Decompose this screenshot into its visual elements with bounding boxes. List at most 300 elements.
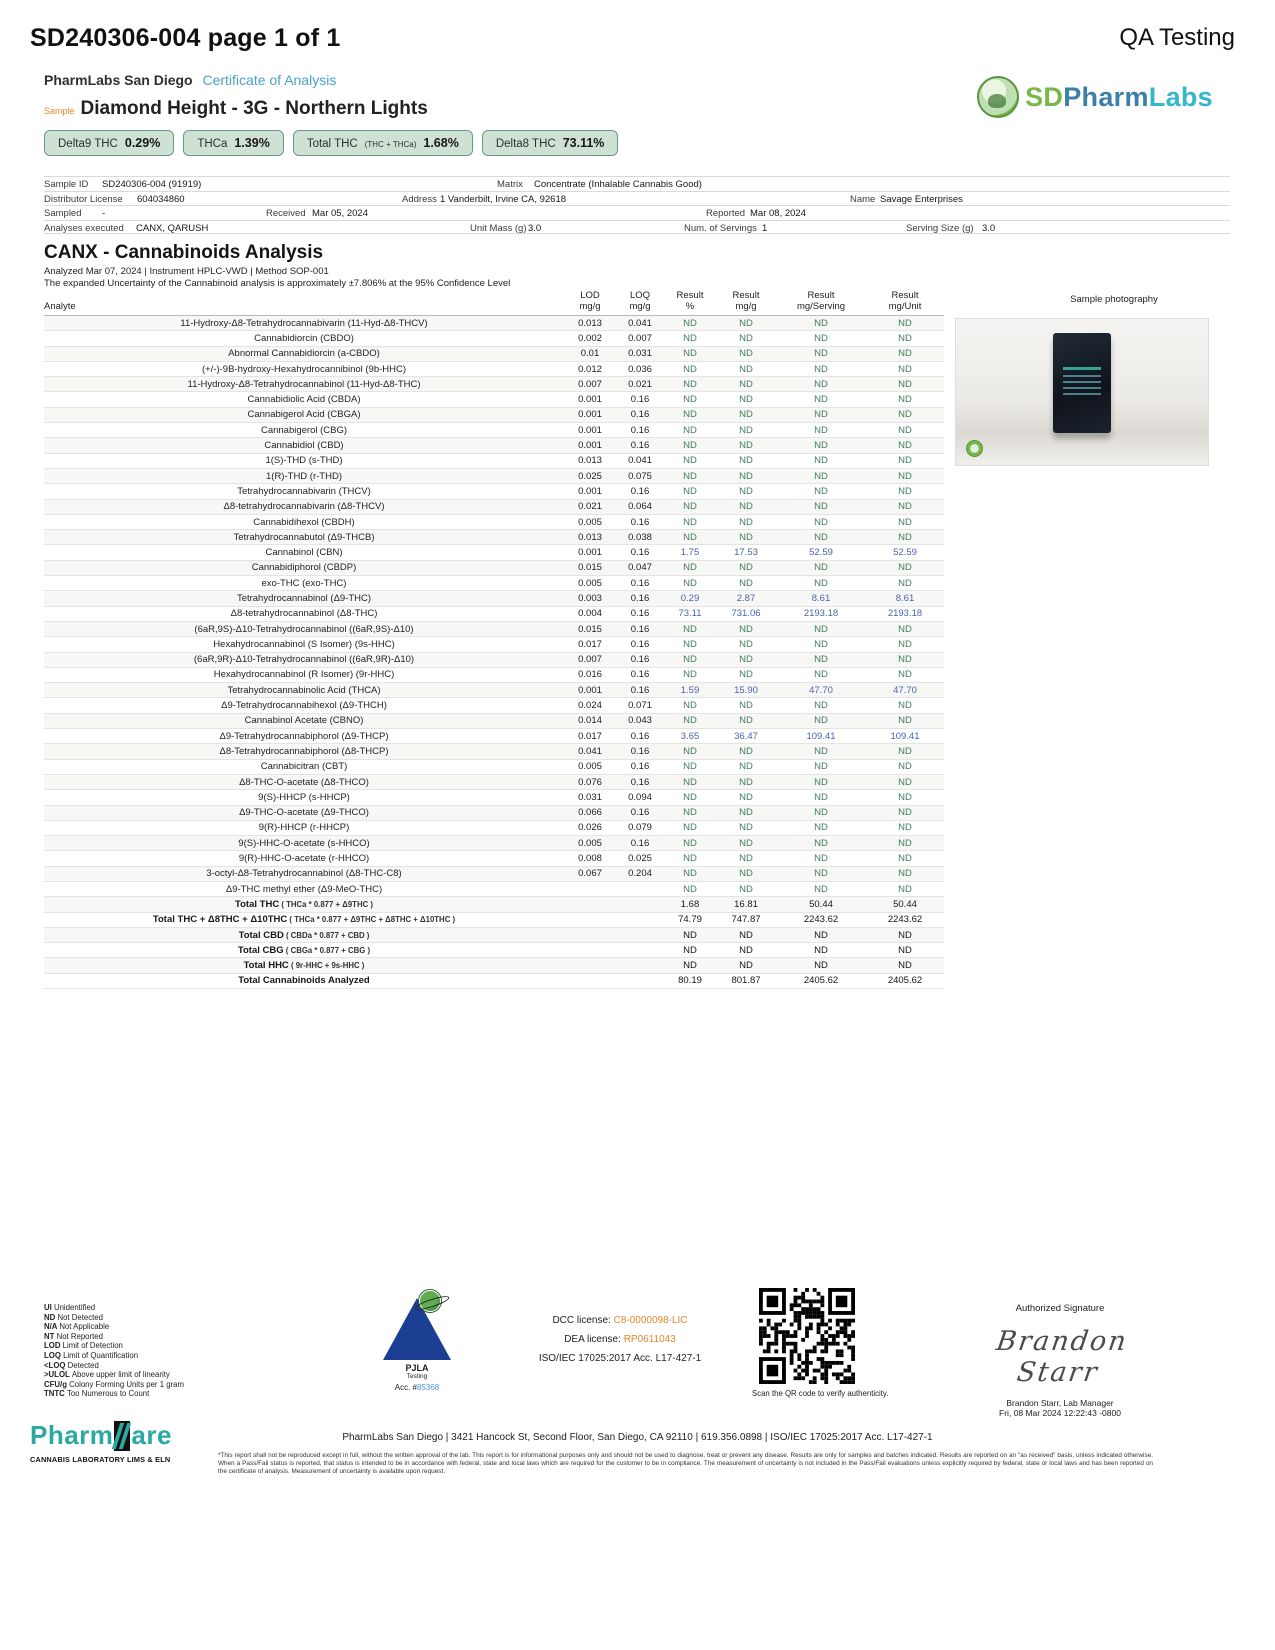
result-cell: ND — [898, 577, 912, 589]
table-row — [44, 744, 944, 759]
result-cell: ND — [814, 531, 828, 543]
iso-accreditation: ISO/IEC 17025:2017 Acc. L17-427-1 — [538, 1353, 702, 1364]
table-row — [44, 698, 944, 713]
limit-cell: 0.16 — [630, 592, 650, 604]
analyte-name: 11-Hydroxy-Δ8-Tetrahydrocannabinol (11-Hyd-Δ8-THC) — [187, 378, 421, 390]
result-cell: ND — [683, 868, 697, 880]
analyte-name: Cannabigerol (CBG) — [260, 424, 348, 436]
result-cell: ND — [814, 654, 828, 666]
badge-label: THCa — [197, 138, 228, 150]
result-cell: 47.70 — [809, 684, 833, 696]
header-result-pct: Result % — [676, 290, 704, 312]
potency-badges — [44, 130, 618, 156]
analyte-name: 9(R)-HHCP (r-HHCP) — [258, 822, 350, 834]
cannabinoids-table-wrap — [44, 288, 1230, 989]
pjla-logo-icon — [383, 1298, 451, 1360]
result-cell: ND — [814, 485, 828, 497]
photo-column-header: Sample photography — [1070, 294, 1158, 305]
result-cell: ND — [739, 378, 753, 390]
legend-item: CFU/g Colony Forming Units per 1 gram — [44, 1379, 184, 1389]
limit-cell: 0.038 — [628, 531, 652, 543]
result-cell: ND — [683, 654, 697, 666]
result-cell: ND — [898, 929, 912, 941]
result-cell: ND — [898, 868, 912, 880]
limit-cell: 0.16 — [630, 807, 650, 819]
table-row — [44, 545, 944, 560]
result-cell: ND — [814, 562, 828, 574]
limit-cell: 0.031 — [628, 348, 652, 360]
result-cell: ND — [898, 409, 912, 421]
result-cell: ND — [814, 516, 828, 528]
limit-cell: 0.075 — [628, 470, 652, 482]
result-cell: ND — [814, 501, 828, 513]
sample-id-label: Sample ID — [44, 179, 89, 190]
limit-cell: 0.076 — [578, 776, 602, 788]
analyses-value: CANX, QARUSH — [136, 222, 209, 234]
result-cell: ND — [814, 317, 828, 329]
result-cell: ND — [683, 929, 697, 941]
logo-sd: SD — [1025, 81, 1064, 112]
result-cell: ND — [739, 822, 753, 834]
result-cell: ND — [898, 531, 912, 543]
result-cell: ND — [898, 394, 912, 406]
address-label: Address — [402, 193, 437, 205]
result-cell: ND — [739, 531, 753, 543]
result-cell: 8.61 — [895, 592, 915, 604]
analyte-name: 9(R)-HHC-O-acetate (r-HHCO) — [238, 853, 370, 865]
result-cell: ND — [739, 470, 753, 482]
pharmware-pre: Pharm — [30, 1420, 114, 1450]
result-cell: ND — [683, 761, 697, 773]
result-cell: ND — [898, 791, 912, 803]
certificate-label: Certificate of Analysis — [202, 72, 337, 88]
limit-cell: 0.041 — [628, 317, 652, 329]
header-result-serving: Result mg/Serving — [796, 290, 846, 312]
limit-cell — [564, 973, 616, 988]
limit-cell: 0.094 — [628, 791, 652, 803]
limit-cell: 0.066 — [578, 807, 602, 819]
header-loq: LOQ mg/g — [629, 290, 651, 312]
result-cell: 16.81 — [734, 898, 758, 910]
legend-item: NT Not Reported — [44, 1331, 103, 1341]
badge-value: 1.39% — [234, 136, 270, 150]
limit-cell: 0.001 — [578, 547, 602, 559]
limit-cell: 0.016 — [578, 669, 602, 681]
analyte-name: Δ9-THC methyl ether (Δ9-MeO-THC) — [225, 883, 383, 895]
limit-cell: 0.007 — [578, 378, 602, 390]
table-row — [44, 866, 944, 881]
badge-value: 73.11% — [562, 136, 605, 150]
result-cell: ND — [739, 638, 753, 650]
table-row — [44, 897, 944, 912]
limit-cell: 0.007 — [628, 332, 652, 344]
result-cell: ND — [814, 623, 828, 635]
analyte-name: Cannabinol Acetate (CBNO) — [244, 715, 364, 727]
limit-cell: 0.16 — [630, 761, 650, 773]
result-cell: ND — [898, 424, 912, 436]
dea-license: DEA license: RP0611043 — [564, 1334, 676, 1345]
result-cell: ND — [683, 960, 697, 972]
pharmware-post: are — [131, 1420, 172, 1450]
result-cell: ND — [739, 516, 753, 528]
result-cell: ND — [898, 348, 912, 360]
result-cell: 50.44 — [893, 898, 917, 910]
table-row — [44, 637, 944, 652]
limit-cell: 0.16 — [630, 440, 650, 452]
result-cell: ND — [814, 378, 828, 390]
limit-cell: 0.001 — [578, 409, 602, 421]
analyte-name: Δ9-THC-O-acetate (Δ9-THCO) — [239, 807, 369, 819]
sample-title — [44, 98, 428, 120]
potency-badge-4 — [482, 130, 619, 156]
result-cell: ND — [683, 944, 697, 956]
limit-cell: 0.041 — [628, 455, 652, 467]
table-row — [44, 805, 944, 820]
result-cell: ND — [739, 868, 753, 880]
result-cell: ND — [683, 378, 697, 390]
result-cell: ND — [814, 669, 828, 681]
limit-cell: 0.01 — [580, 348, 600, 360]
abbreviation-legend — [44, 1303, 184, 1399]
result-cell: ND — [814, 348, 828, 360]
limit-cell: 0.031 — [578, 791, 602, 803]
analyte-name: Δ8-tetrahydrocannabivarin (Δ8-THCV) — [223, 501, 385, 513]
limit-cell — [564, 927, 616, 942]
serving-size-label: Serving Size (g) — [906, 222, 974, 234]
result-cell: ND — [814, 363, 828, 375]
limit-cell: 0.16 — [630, 684, 650, 696]
limit-cell: 0.16 — [630, 409, 650, 421]
result-cell: ND — [739, 654, 753, 666]
limit-cell: 0.16 — [630, 730, 650, 742]
analyte-name: Hexahydrocannabinol (R Isomer) (9r-HHC) — [213, 669, 395, 681]
table-row — [44, 683, 944, 698]
result-cell: ND — [683, 715, 697, 727]
header-result-unit: Result mg/Unit — [888, 290, 922, 312]
analyte-name: 3-octyl-Δ8-Tetrahydrocannabinol (Δ8-THC-C8) — [206, 868, 402, 880]
analyte-name: Δ8-THC-O-acetate (Δ8-THCO) — [239, 776, 369, 788]
limit-cell: 0.015 — [578, 562, 602, 574]
info-row-3 — [44, 205, 1230, 220]
disclaimer-text: *This report shall not be reproduced except in full, without the written approval of the lab. This report is for informational purposes only and should not be used to diagnose, treat or prevent any disease. Results are only for samples and batches indicated. Results are reported on an "as received" basis, unless indicated otherwise. When a Pass/Fail status is reported, that status is intended to be in accordance with federal, state and local laws which are required for the customer to be in compliance. The measurement of uncertainty is not included in the Pass/Fail evaluations unless explicitly required by federal, state or local laws and has been reported on the certificate of analysis. Measurement of uncertainty is available upon request. — [218, 1452, 1153, 1475]
result-cell: ND — [683, 577, 697, 589]
limit-cell: 0.003 — [578, 592, 602, 604]
result-cell: ND — [739, 761, 753, 773]
result-cell: ND — [898, 745, 912, 757]
limit-cell: 0.007 — [578, 654, 602, 666]
analyte-name: Δ9-Tetrahydrocannabihexol (Δ9-THCH) — [221, 700, 387, 712]
badge-label: Total THC — [306, 138, 358, 150]
table-row — [44, 499, 944, 514]
result-cell: ND — [814, 929, 828, 941]
result-cell: 2193.18 — [887, 608, 923, 620]
limit-cell: 0.16 — [630, 608, 650, 620]
analyte-name: Δ9-Tetrahydrocannabiphorol (Δ9-THCP) — [219, 730, 389, 742]
table-row — [44, 591, 944, 606]
received-label: Received — [266, 208, 306, 219]
limit-cell: 0.025 — [578, 470, 602, 482]
potency-badge-3 — [293, 130, 473, 156]
table-row — [44, 576, 944, 591]
result-cell: ND — [814, 577, 828, 589]
result-cell: ND — [898, 944, 912, 956]
lab-title-line — [44, 72, 336, 88]
lab-name: PharmLabs San Diego — [44, 72, 193, 88]
limit-cell: 0.036 — [628, 363, 652, 375]
result-cell: ND — [683, 363, 697, 375]
result-cell: 50.44 — [809, 898, 833, 910]
result-cell: ND — [739, 791, 753, 803]
lab-address-line: PharmLabs San Diego | 3421 Hancock St, Second Floor, San Diego, CA 92110 | 619.356.0898 | ISO/IEC 17025:2017 Acc. L17-427-1 — [342, 1432, 933, 1443]
sampled-value: - — [102, 208, 106, 219]
limit-cell: 0.008 — [578, 853, 602, 865]
badge-label: Delta9 THC — [58, 138, 118, 150]
result-cell: ND — [739, 700, 753, 712]
result-cell: ND — [683, 745, 697, 757]
result-cell: ND — [739, 485, 753, 497]
sdpharmlabs-logo — [977, 76, 1213, 118]
analyte-name: Tetrahydrocannabutol (Δ9-THCB) — [233, 531, 375, 543]
result-cell: 73.11 — [678, 608, 702, 620]
result-cell: 17.53 — [734, 547, 758, 559]
sample-name: Diamond Height - 3G - Northern Lights — [80, 98, 428, 119]
badge-label: Delta8 THC — [495, 138, 556, 150]
table-row — [44, 958, 944, 973]
limit-cell: 0.001 — [578, 440, 602, 452]
legend-item: LOD Limit of Detection — [44, 1341, 123, 1351]
result-cell: 80.19 — [678, 975, 702, 987]
authorized-signature-label: Authorized Signature — [1015, 1303, 1105, 1314]
result-cell: ND — [898, 669, 912, 681]
table-row — [44, 514, 944, 529]
result-cell: ND — [739, 332, 753, 344]
result-cell: ND — [683, 776, 697, 788]
result-cell: ND — [898, 700, 912, 712]
result-cell: ND — [814, 470, 828, 482]
result-cell: 0.29 — [680, 592, 700, 604]
limit-cell: 0.16 — [630, 516, 650, 528]
table-row — [44, 851, 944, 866]
pjla-atom-icon — [419, 1290, 441, 1312]
limit-cell — [616, 927, 664, 942]
potency-badge-2 — [183, 130, 283, 156]
signature-script: Brandon Starr — [994, 1326, 1130, 1388]
analyte-name: (6aR,9S)-Δ10-Tetrahydrocannabinol ((6aR,9S)-Δ10) — [194, 623, 414, 635]
table-row — [44, 667, 944, 682]
result-cell: ND — [814, 960, 828, 972]
table-row — [44, 407, 944, 422]
result-cell: ND — [898, 455, 912, 467]
analyte-name: Cannabidiorcin (CBDO) — [254, 332, 354, 344]
result-cell: 2405.62 — [887, 975, 923, 987]
table-row — [44, 346, 944, 361]
result-cell: 801.87 — [731, 975, 761, 987]
legend-item: ND Not Detected — [44, 1312, 103, 1322]
result-cell: ND — [814, 837, 828, 849]
limit-cell: 0.16 — [630, 623, 650, 635]
table-row — [44, 759, 944, 774]
table-row — [44, 927, 944, 942]
result-cell: ND — [739, 715, 753, 727]
table-row — [44, 316, 944, 331]
limit-cell: 0.16 — [630, 394, 650, 406]
signature-block — [950, 1303, 1170, 1418]
analyte-name: Cannabicitran (CBT) — [260, 761, 348, 773]
result-cell: ND — [683, 485, 697, 497]
license-block — [520, 1315, 720, 1372]
limit-cell: 0.001 — [578, 394, 602, 406]
result-cell: ND — [814, 332, 828, 344]
result-cell: ND — [739, 394, 753, 406]
logo-labs: Labs — [1148, 81, 1213, 112]
limit-cell: 0.071 — [628, 700, 652, 712]
limit-cell: 0.002 — [578, 332, 602, 344]
analyte-formula: ( CBDa * 0.877 + CBD ) — [283, 930, 370, 940]
limit-cell — [564, 897, 616, 912]
analyte-formula: ( THCa * 0.877 + Δ9THC + Δ8THC + Δ10THC ) — [287, 915, 456, 925]
product-box-image — [1053, 333, 1111, 433]
analyzed-line: Analyzed Mar 07, 2024 | Instrument HPLC-VWD | Method SOP-001 — [44, 266, 329, 277]
logo-pharm: Pharm — [1063, 81, 1149, 112]
analyte-name: (+/-)-9B-hydroxy-Hexahydrocannibinol (9b-HHC) — [201, 363, 407, 375]
result-cell: ND — [898, 470, 912, 482]
limit-cell: 0.024 — [578, 700, 602, 712]
limit-cell — [564, 881, 616, 896]
analyte-name: Cannabidiolic Acid (CBDA) — [247, 394, 361, 406]
result-cell: ND — [898, 516, 912, 528]
sample-label: Sample — [44, 106, 75, 116]
qa-testing-label: QA Testing — [1119, 24, 1235, 51]
table-row — [44, 438, 944, 453]
limit-cell: 0.005 — [578, 577, 602, 589]
result-cell: 2.87 — [736, 592, 756, 604]
analyte-name: 9(S)-HHC-O-acetate (s-HHCO) — [238, 837, 370, 849]
info-row-1 — [44, 176, 1230, 191]
limit-cell — [616, 943, 664, 958]
limit-cell: 0.204 — [628, 868, 652, 880]
result-cell: ND — [898, 623, 912, 635]
result-cell: ND — [898, 807, 912, 819]
limit-cell: 0.16 — [630, 654, 650, 666]
result-cell: ND — [814, 944, 828, 956]
limit-cell: 0.064 — [628, 501, 652, 513]
analyte-name: Cannabidihexol (CBDH) — [253, 516, 355, 528]
result-cell: ND — [814, 409, 828, 421]
result-cell: 47.70 — [893, 684, 917, 696]
servings-label: Num. of Servings — [684, 222, 757, 234]
result-cell: 52.59 — [893, 547, 917, 559]
limit-cell: 0.015 — [578, 623, 602, 635]
result-cell: ND — [898, 822, 912, 834]
limit-cell: 0.017 — [578, 730, 602, 742]
table-row — [44, 790, 944, 805]
table-row — [44, 943, 944, 958]
analyte-name: Cannabidiol (CBD) — [264, 440, 344, 452]
result-cell: ND — [739, 562, 753, 574]
result-cell: ND — [683, 623, 697, 635]
limit-cell: 0.014 — [578, 715, 602, 727]
result-cell: ND — [683, 317, 697, 329]
table-row — [44, 530, 944, 545]
client-name-value: Savage Enterprises — [880, 193, 963, 205]
analyte-name: Total CBD ( CBDa * 0.877 + CBD ) — [238, 929, 370, 941]
result-cell: ND — [739, 944, 753, 956]
result-cell: ND — [814, 455, 828, 467]
result-cell: ND — [898, 883, 912, 895]
limit-cell: 0.025 — [628, 853, 652, 865]
limit-cell: 0.16 — [630, 638, 650, 650]
limit-cell: 0.16 — [630, 669, 650, 681]
result-cell: ND — [898, 363, 912, 375]
table-row — [44, 621, 944, 636]
limit-cell — [616, 973, 664, 988]
dea-license-value: RP0611043 — [623, 1334, 676, 1345]
table-row — [44, 973, 944, 988]
table-header-row — [44, 288, 944, 316]
matrix-label: Matrix — [497, 179, 523, 190]
pjla-acc-number: 85368 — [416, 1383, 440, 1392]
result-cell: 8.61 — [811, 592, 831, 604]
result-cell: ND — [898, 776, 912, 788]
table-row — [44, 331, 944, 346]
qr-code — [759, 1288, 855, 1384]
result-cell: ND — [739, 409, 753, 421]
legend-item: N/A Not Applicable — [44, 1322, 110, 1332]
analyte-name: (6aR,9R)-Δ10-Tetrahydrocannabinol ((6aR,9R)-Δ10) — [193, 654, 415, 666]
result-cell: 1.59 — [680, 684, 700, 696]
result-cell: ND — [898, 332, 912, 344]
pharmware-w-icon — [114, 1421, 130, 1451]
limit-cell: 0.16 — [630, 745, 650, 757]
analyte-tbody — [44, 316, 944, 989]
result-cell: ND — [739, 424, 753, 436]
result-cell: ND — [683, 853, 697, 865]
limit-cell: 0.001 — [578, 684, 602, 696]
result-cell: ND — [739, 776, 753, 788]
header-analyte: Analyte — [44, 301, 76, 312]
result-cell: 15.90 — [734, 684, 758, 696]
legend-item: TNTC Too Numerous to Count — [44, 1389, 150, 1399]
limit-cell: 0.021 — [578, 501, 602, 513]
info-row-4 — [44, 220, 1230, 235]
result-cell: ND — [898, 715, 912, 727]
table-row — [44, 881, 944, 896]
pharmware-subtitle: CANNABIS LABORATORY LIMS & ELN — [30, 1455, 171, 1464]
table-row — [44, 836, 944, 851]
analyte-name: Total HHC ( 9r-HHC + 9s-HHC ) — [243, 960, 365, 972]
received-value: Mar 05, 2024 — [312, 208, 368, 219]
section-title: CANX - Cannabinoids Analysis — [44, 242, 324, 263]
reported-value: Mar 08, 2024 — [750, 208, 806, 219]
result-cell: ND — [739, 455, 753, 467]
uncertainty-line: The expanded Uncertainty of the Cannabinoid analysis is approximately ±7.806% at the 95% Confidence Level — [44, 278, 511, 289]
table-row — [44, 729, 944, 744]
analyte-name: Δ8-Tetrahydrocannabiphorol (Δ8-THCP) — [219, 745, 389, 757]
limit-cell: 0.16 — [630, 547, 650, 559]
result-cell: ND — [739, 807, 753, 819]
result-cell: ND — [739, 837, 753, 849]
limit-cell: 0.043 — [628, 715, 652, 727]
analyte-name: 11-Hydroxy-Δ8-Tetrahydrocannabivarin (11-Hyd-Δ8-THCV) — [180, 317, 428, 329]
result-cell: ND — [898, 501, 912, 513]
result-cell: ND — [814, 761, 828, 773]
result-cell: ND — [739, 440, 753, 452]
result-cell: ND — [683, 883, 697, 895]
table-row — [44, 652, 944, 667]
analyte-name: Cannabinol (CBN) — [265, 547, 343, 559]
distributor-license-value: 604034860 — [137, 193, 185, 205]
pharmware-logo — [30, 1420, 200, 1464]
